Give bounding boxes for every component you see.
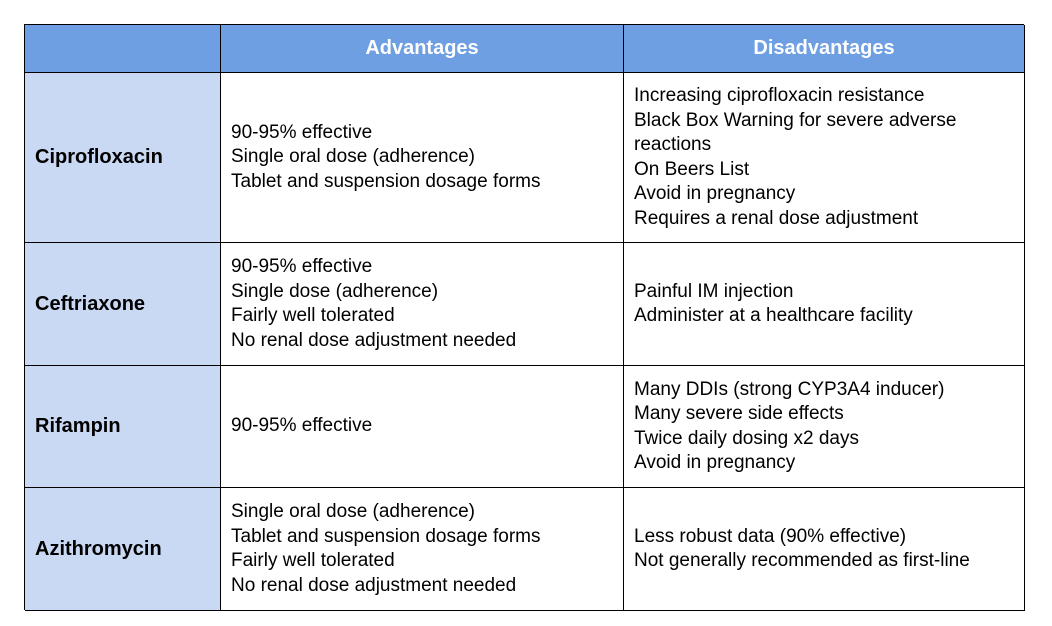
header-disadvantages: Disadvantages xyxy=(624,25,1025,73)
disadvantages-rifampin xyxy=(624,366,1025,488)
advantage-line: 90-95% effective xyxy=(231,415,373,437)
advantage-line: 90-95% effective xyxy=(231,256,373,277)
drug-name-ciprofloxacin: Ciprofloxacin xyxy=(25,73,221,243)
disadvantages-ciprofloxacin xyxy=(624,73,1025,243)
advantages-azithromycin xyxy=(221,488,624,611)
advantage-line: No renal dose adjustment needed xyxy=(231,329,517,351)
disadvantage-line: Not generally recommended as first-line xyxy=(634,550,970,571)
disadvantages-ceftriaxone xyxy=(624,243,1025,366)
advantage-line: Fairly well tolerated xyxy=(231,550,395,571)
disadvantage-line: Many severe side effects xyxy=(634,403,844,424)
advantage-line: Tablet and suspension dosage forms xyxy=(231,170,541,192)
header-advantages: Advantages xyxy=(221,25,624,73)
drug-name-ceftriaxone: Ceftriaxone xyxy=(25,243,221,366)
advantages-ciprofloxacin xyxy=(221,73,624,243)
comparison-table xyxy=(24,24,1024,610)
disadvantage-line: Avoid in pregnancy xyxy=(634,452,796,473)
advantages-ceftriaxone xyxy=(221,243,624,366)
advantage-line: Single dose (adherence) xyxy=(231,280,439,302)
disadvantages-azithromycin xyxy=(624,488,1025,611)
disadvantage-line: Twice daily dosing x2 days xyxy=(634,427,859,449)
disadvantage-line: On Beers List xyxy=(634,158,750,180)
disadvantage-line: Painful IM injection xyxy=(634,280,794,302)
disadvantage-line: Requires a renal dose adjustment xyxy=(634,207,919,229)
advantage-line: No renal dose adjustment needed xyxy=(231,574,517,596)
advantage-line: Fairly well tolerated xyxy=(231,305,395,326)
header-corner-cell xyxy=(25,25,221,73)
drug-name-rifampin: Rifampin xyxy=(25,366,221,488)
disadvantage-line: Avoid in pregnancy xyxy=(634,183,796,204)
advantage-line: 90-95% effective xyxy=(231,121,373,143)
advantage-line: Single oral dose (adherence) xyxy=(231,146,475,168)
disadvantage-line: Administer at a healthcare facility xyxy=(634,305,913,326)
disadvantage-line: Many DDIs (strong CYP3A4 inducer) xyxy=(634,378,945,400)
advantages-rifampin xyxy=(221,366,624,488)
drug-name-azithromycin: Azithromycin xyxy=(25,488,221,611)
advantage-line: Tablet and suspension dosage forms xyxy=(231,525,541,547)
disadvantage-line: Increasing ciprofloxacin resistance xyxy=(634,85,925,106)
disadvantage-line: Less robust data (90% effective) xyxy=(634,525,907,547)
disadvantage-line: Black Box Warning for severe adverse reactions xyxy=(634,109,957,155)
advantage-line: Single oral dose (adherence) xyxy=(231,501,475,522)
